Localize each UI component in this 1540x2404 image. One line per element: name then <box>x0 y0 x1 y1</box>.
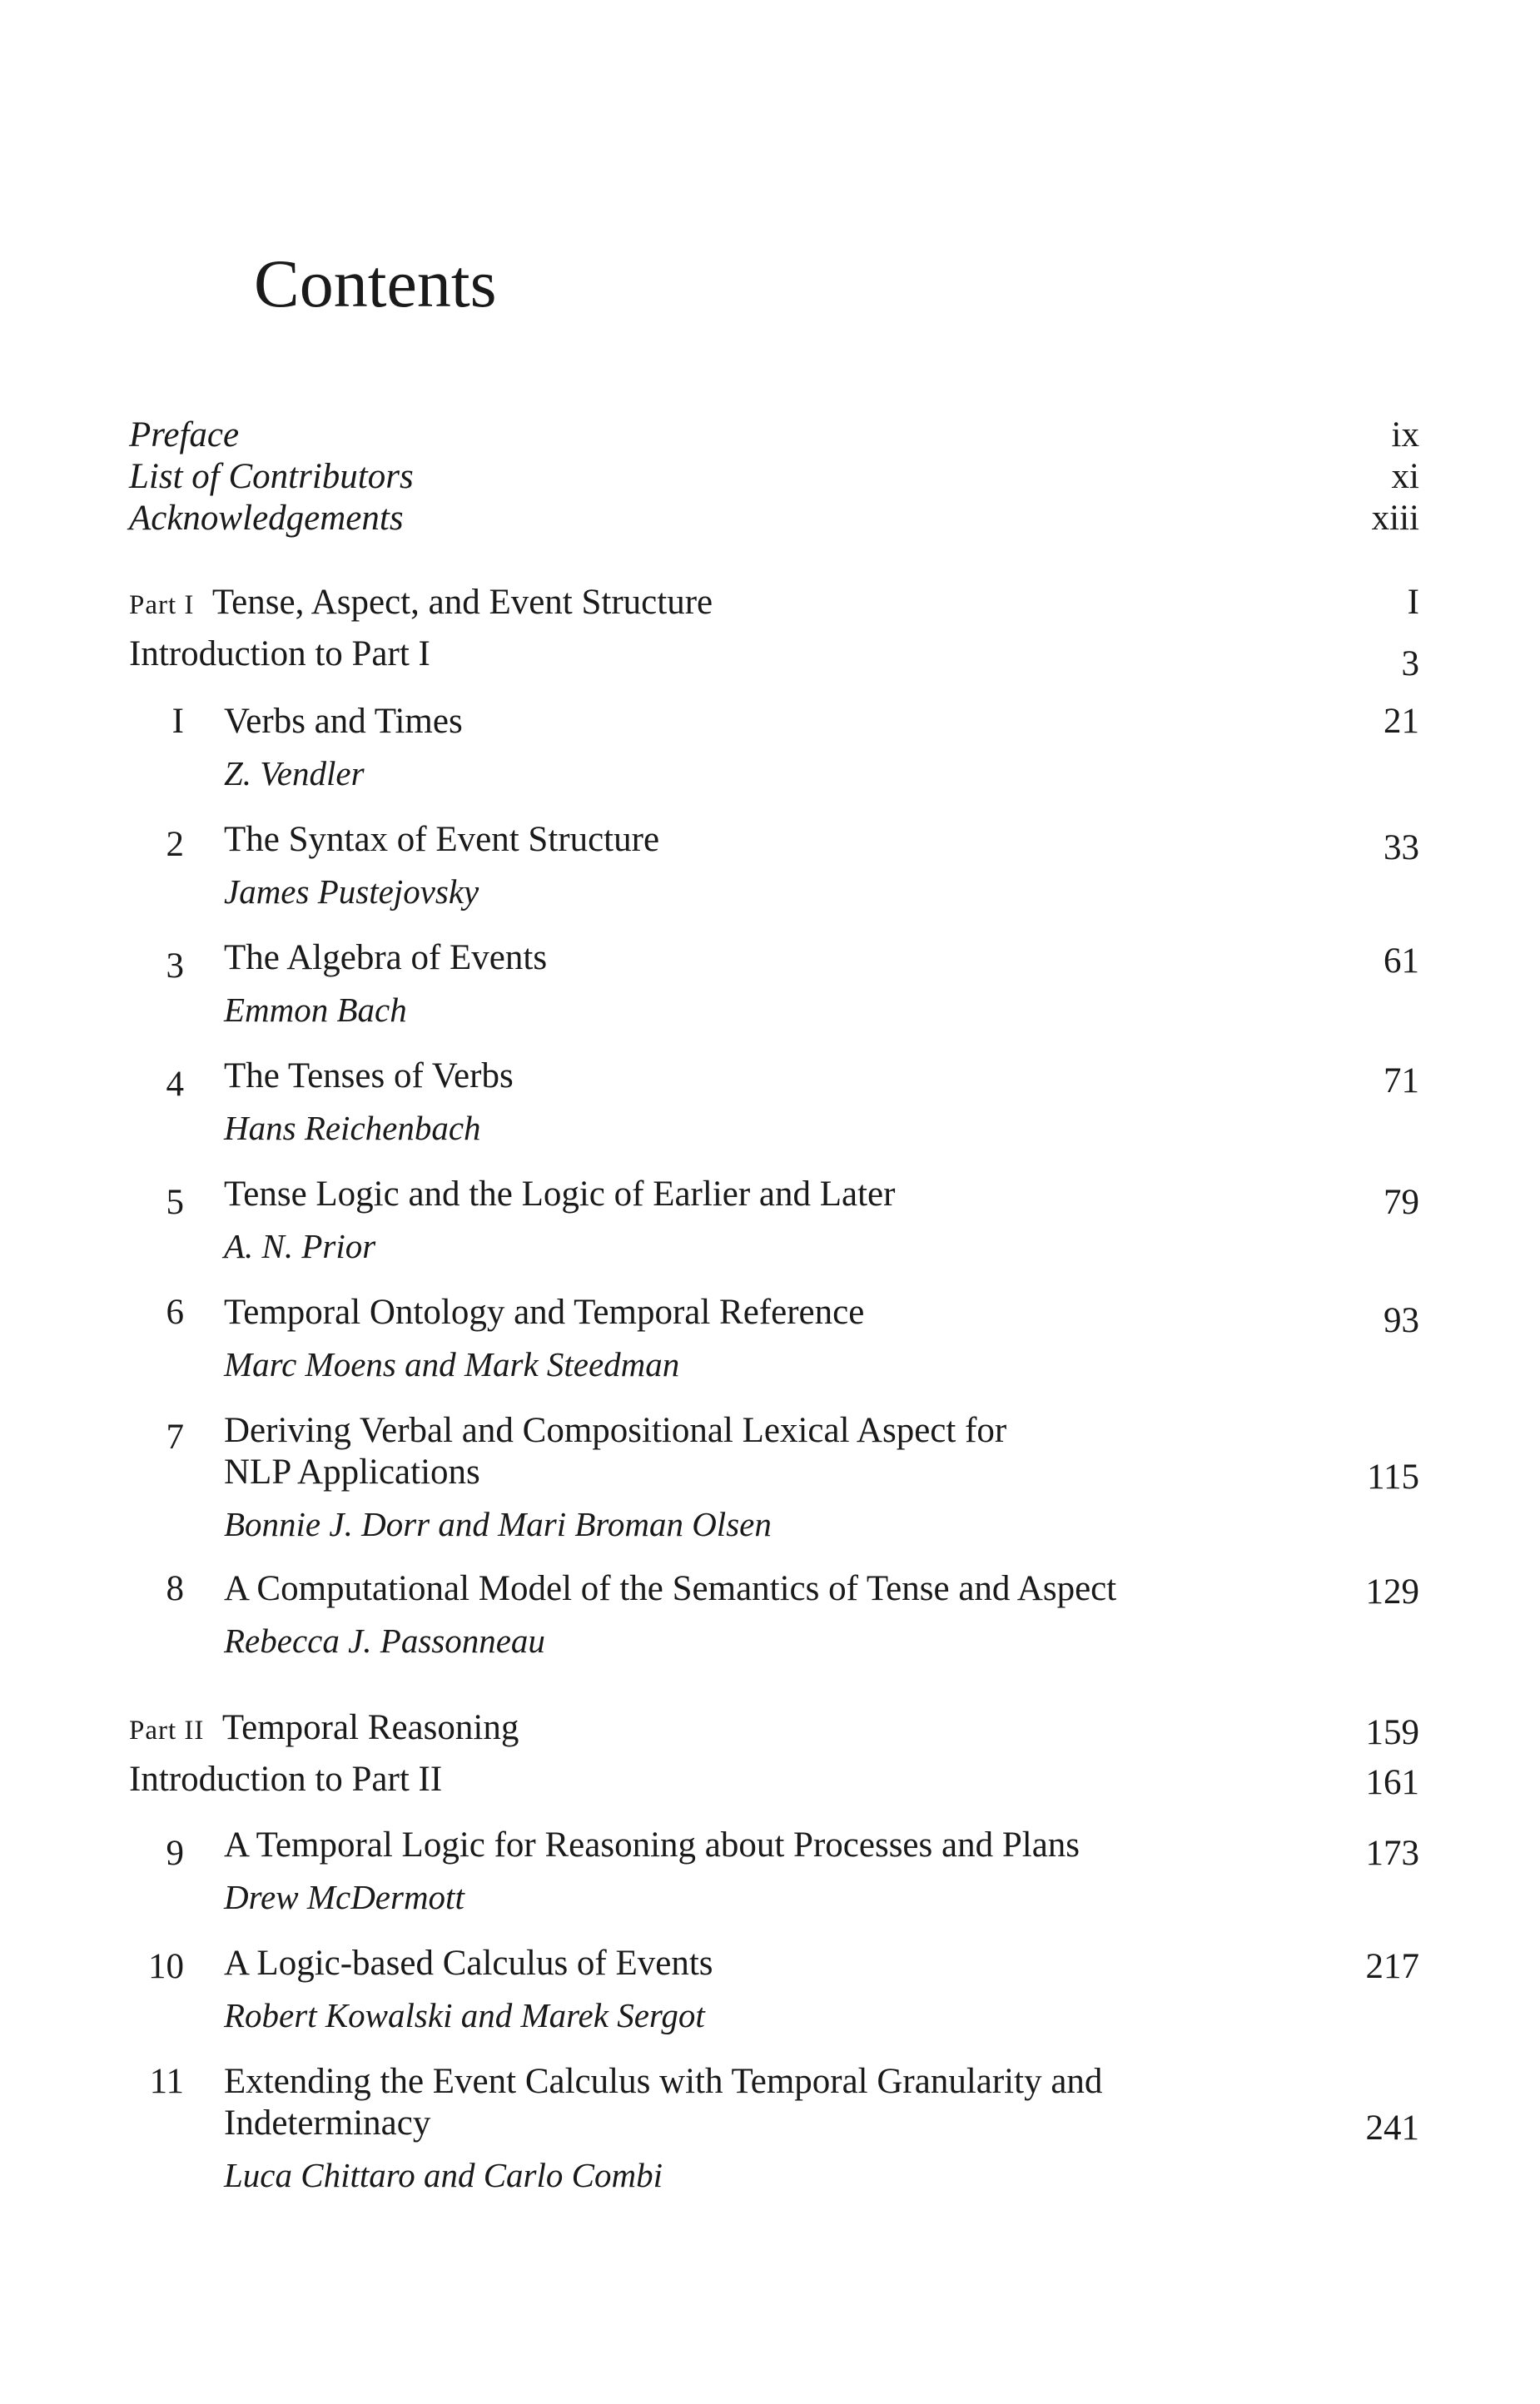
chapter-title: Temporal Ontology and Temporal Reference <box>224 1293 865 1332</box>
chapter-author: Z. Vendler <box>224 754 365 792</box>
part-heading-text <box>129 1705 519 1754</box>
part-label: Part I <box>129 590 195 620</box>
toc-entry-contributors[interactable] <box>129 456 1419 498</box>
chapter-page: 71 <box>1384 1061 1419 1100</box>
chapter-title-continued: NLP Applications <box>224 1453 480 1492</box>
chapter-page: 61 <box>1384 941 1419 981</box>
part-label: Part II <box>129 1716 205 1746</box>
page-title: Contents <box>254 246 497 321</box>
chapter-page: 217 <box>1365 1947 1419 1986</box>
chapter-title: Verbs and Times <box>224 702 463 741</box>
chapter-number: 11 <box>149 2062 184 2101</box>
entry-title: List of Contributors <box>129 457 414 496</box>
chapter-title: The Tenses of Verbs <box>224 1056 514 1095</box>
entry-page: 161 <box>1365 1763 1419 1802</box>
chapter-page: 173 <box>1365 1834 1419 1873</box>
chapter-number: 7 <box>166 1418 184 1457</box>
entry-page: I <box>1407 583 1419 622</box>
part-heading-text <box>129 579 713 628</box>
entry-page: 159 <box>1365 1713 1419 1752</box>
entry-title: Introduction to Part II <box>129 1760 443 1799</box>
chapter-page: 241 <box>1365 2108 1419 2148</box>
chapter-title: Extending the Event Calculus with Temporal Granularity and <box>224 2062 1103 2101</box>
chapter-author: Hans Reichenbach <box>224 1109 481 1147</box>
part-title: Tense, Aspect, and Event Structure <box>211 583 713 622</box>
chapter-title: Tense Logic and the Logic of Earlier and Later <box>224 1175 896 1214</box>
entry-title: Acknowledgements <box>129 499 404 538</box>
chapter-title: The Algebra of Events <box>224 938 548 977</box>
chapter-author: Drew McDermott <box>224 1878 464 1916</box>
entry-page: ix <box>1391 415 1419 454</box>
entry-title: Preface <box>129 415 240 454</box>
chapter-page: 33 <box>1384 828 1419 867</box>
toc-entry-acknowledgements[interactable] <box>129 498 1419 539</box>
chapter-title: A Computational Model of the Semantics of Tense and Aspect <box>224 1569 1117 1608</box>
chapter-number: 3 <box>166 946 184 986</box>
chapter-author: A. N. Prior <box>224 1227 376 1265</box>
chapter-page: 21 <box>1384 702 1419 741</box>
chapter-author: Rebecca J. Passonneau <box>224 1622 545 1660</box>
chapter-author: Luca Chittaro and Carlo Combi <box>224 2156 663 2194</box>
part-heading[interactable] <box>129 579 1419 626</box>
part-title: Temporal Reasoning <box>221 1708 519 1747</box>
chapter-title: A Temporal Logic for Reasoning about Processes and Plans <box>224 1825 1080 1865</box>
chapter-author: Robert Kowalski and Marek Sergot <box>224 1996 705 2034</box>
chapter-author: Bonnie J. Dorr and Mari Broman Olsen <box>224 1505 772 1543</box>
chapter-number: 4 <box>166 1065 184 1104</box>
chapter-number: I <box>171 702 184 741</box>
chapter-number: 6 <box>166 1293 184 1332</box>
part-introduction[interactable] <box>129 1756 1419 1803</box>
chapter-title: Deriving Verbal and Compositional Lexical Aspect for <box>224 1411 1007 1450</box>
chapter-number: 5 <box>166 1183 184 1222</box>
chapter-number: 10 <box>148 1947 184 1986</box>
part-heading[interactable] <box>129 1705 1419 1751</box>
entry-title: Introduction to Part I <box>129 634 430 673</box>
chapter-page: 115 <box>1367 1458 1419 1497</box>
chapter-number: 9 <box>166 1834 184 1873</box>
chapter-author: Emmon Bach <box>224 991 407 1029</box>
entry-page: xi <box>1391 457 1419 496</box>
chapter-title: A Logic-based Calculus of Events <box>224 1944 713 1983</box>
chapter-author: James Pustejovsky <box>224 872 479 911</box>
chapter-title-continued: Indeterminacy <box>224 2104 431 2143</box>
entry-page: xiii <box>1371 499 1419 538</box>
chapter-author: Marc Moens and Mark Steedman <box>224 1345 680 1383</box>
chapter-page: 129 <box>1365 1572 1419 1612</box>
toc-entry-preface[interactable] <box>129 415 1419 456</box>
chapter-page: 93 <box>1384 1301 1419 1340</box>
entry-page: 3 <box>1401 644 1419 683</box>
part-introduction[interactable] <box>129 631 1419 683</box>
chapter-page: 79 <box>1384 1183 1419 1222</box>
chapter-title: The Syntax of Event Structure <box>224 820 660 859</box>
chapter-number: 2 <box>166 825 184 864</box>
chapter-number: 8 <box>166 1569 184 1608</box>
